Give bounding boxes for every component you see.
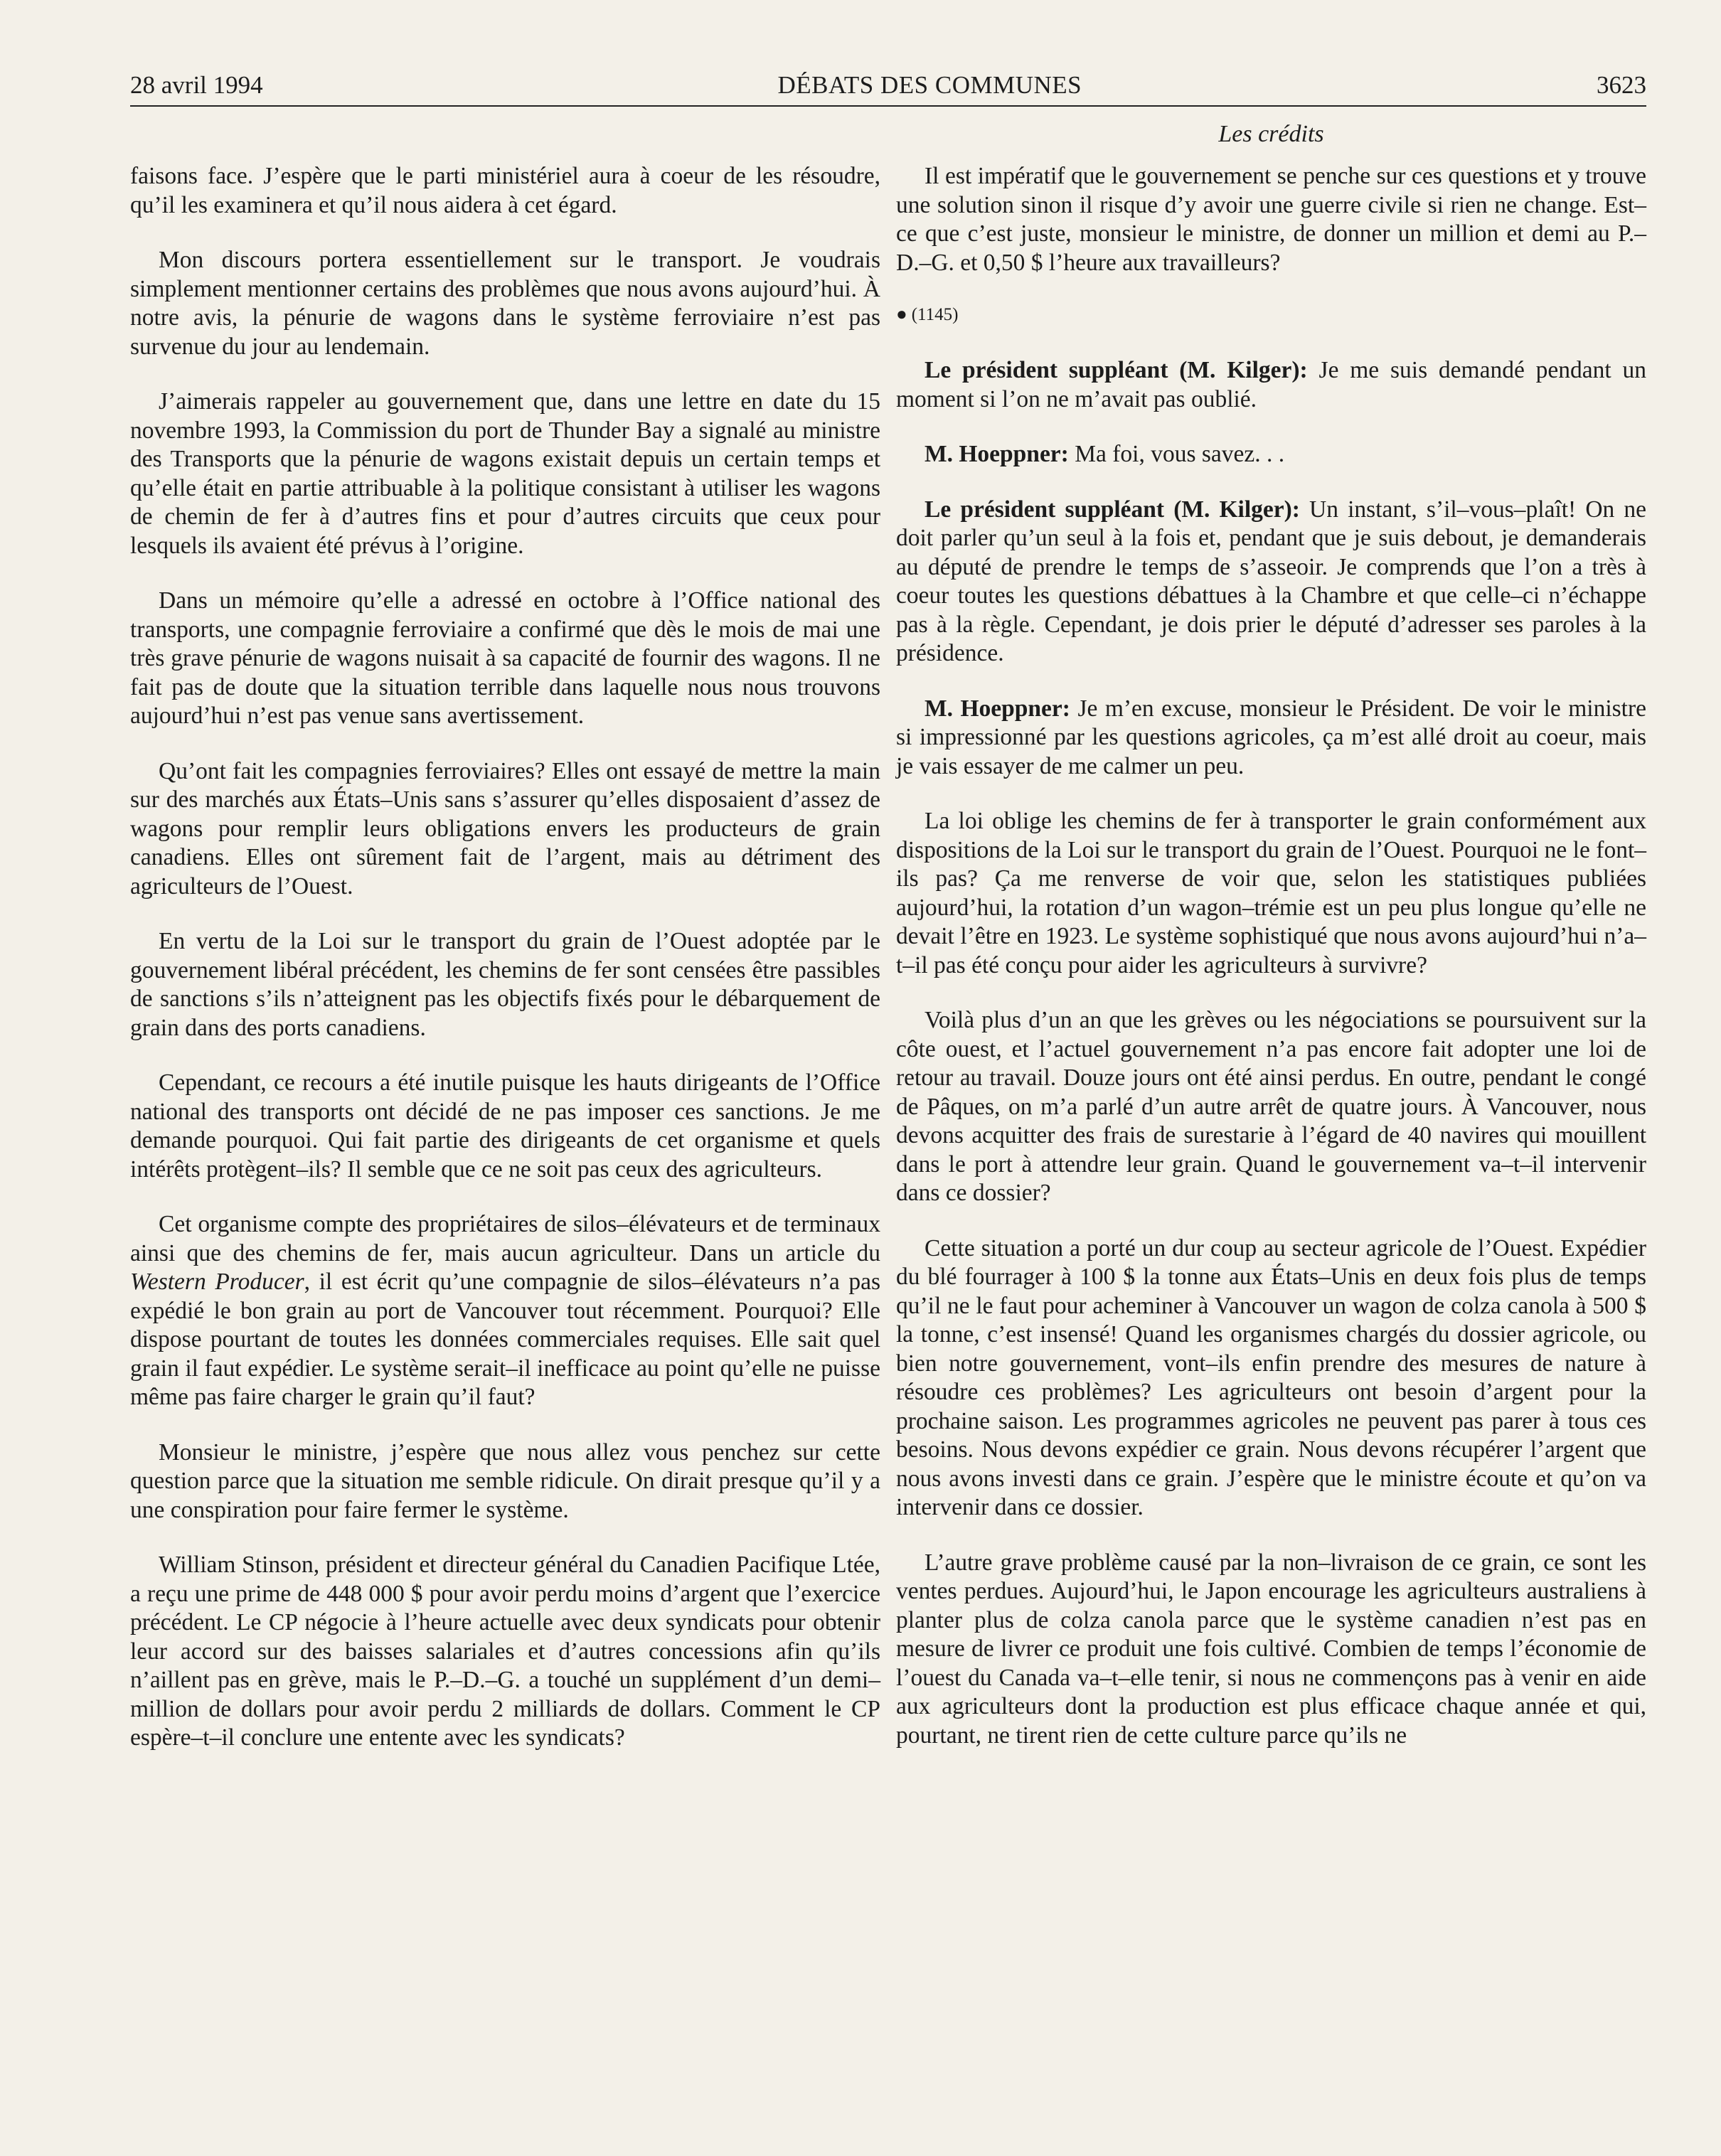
header-publication: DÉBATS DES COMMUNES <box>777 71 1082 99</box>
speech-text: Je me suis demandé pendant un moment si l’on ne m’avait pas oublié. <box>896 357 1646 412</box>
paragraph: Il est impératif que le gouvernement se penche sur ces questions et y trouve une solution sinon il risque d’y avoir une guerre civile si rien ne change. Est–ce que c’est juste, monsieur le ministre, de donner un million et demi au P.–D.–G. et 0,50 $ l’heure aux travailleurs? <box>896 163 1646 276</box>
paragraph: J’aimerais rappeler au gouvernement que, dans une lettre en date du 15 novembre 1993, la Commission du port de Thunder Bay a signalé au ministre des Transports que la pénurie de wagons existait depuis un certain temps et qu’elle était en partie attribuable à la politique consistant à utiliser les wagons de chemin de fer à d’autres fins et pour d’autres circuits que ceux pour lesquels ils avaient été prévus à l’origine. <box>130 388 880 559</box>
paragraph: Cette situation a porté un dur coup au secteur agricole de l’Ouest. Expédier du blé fourrager à 100 $ la tonne aux États–Unis en deux fois plus de temps qu’il ne le faut pour acheminer à Vancouver un wagon de colza canola à 500 $ la tonne, c’est insensé! Quand les organismes chargés du dossier agricole, ou bien notre gouvernement, vont–ils enfin prendre des mesures de nature à résoudre ces problèmes? Les agriculteurs ont besoin d’argent pour la prochaine saison. Les programmes agricoles ne peuvent pas parer à tous ces besoins. Nous devons expédier ce grain. Nous devons récupérer l’argent que nous avons investi dans ce grain. J’espère que le ministre écoute et qu’on va intervenir dans ce dossier. <box>896 1234 1646 1520</box>
paragraph-text: Cet organisme compte des propriétaires de silos–élévateurs et de terminaux ainsi que des chemins de fer, mais aucun agriculteur. Dans un article du <box>130 1211 880 1266</box>
speech <box>896 440 1646 469</box>
time-marker-text: (1145) <box>911 305 959 324</box>
speech <box>896 356 1646 414</box>
paragraph: Monsieur le ministre, j’espère que nous allez vous penchez sur cette question parce que la situation me semble ridicule. On dirait presque qu’il y a une conspiration pour faire fermer le système. <box>130 1439 880 1523</box>
bullet-icon: ● <box>896 304 907 324</box>
section-title: Les crédits <box>1218 121 1324 147</box>
text-columns <box>130 162 1646 1779</box>
paragraph <box>130 1210 880 1412</box>
paragraph: faisons face. J’espère que le parti ministériel aura à coeur de les résoudre, qu’il les examinera et qu’il nous aidera à cet égard. <box>130 163 880 218</box>
left-column <box>130 162 880 1779</box>
publication-title: Western Producer <box>130 1269 304 1295</box>
speech <box>896 695 1646 781</box>
page-header <box>130 71 1646 107</box>
paragraph: Dans un mémoire qu’elle a adressé en octobre à l’Office national des transports, une compagnie ferroviaire a confirmé que dès le mois de mai une très grave pénurie de wagons nuisait à sa capacité de fournir des wagons. Il ne fait pas de doute que la situation terrible dans laquelle nous nous trouvons aujourd’hui n’est pas venue sans avertissement. <box>130 587 880 729</box>
speech-text: Ma foi, vous savez. . . <box>1068 441 1285 467</box>
speaker-name: M. Hoeppner: <box>925 441 1069 467</box>
speaker-name: Le président suppléant (M. Kilger): <box>925 357 1308 383</box>
paragraph: En vertu de la Loi sur le transport du grain de l’Ouest adoptée par le gouvernement libéral précédent, les chemins de fer sont censées être passibles de sanctions s’ils n’atteignent pas les objectifs fixés pour le débarquement de grain dans des ports canadiens. <box>130 928 880 1041</box>
paragraph: Voilà plus d’un an que les grèves ou les négociations se poursuivent sur la côte ouest, et l’actuel gouvernement n’a pas encore fait adopter une loi de retour au travail. Douze jours ont été ainsi perdus. En outre, pendant le congé de Pâques, on m’a parlé d’un autre arrêt de quatre jours. À Vancouver, nous devons acquitter des frais de surestarie à l’égard de 40 navires qui mouillent dans le port à attendre leur grain. Quand le gouvernement va–t–il intervenir dans ce dossier? <box>896 1007 1646 1206</box>
header-page-number: 3623 <box>1596 71 1646 99</box>
speech-text: Un instant, s’il–vous–plaît! On ne doit parler qu’un seul à la fois et, pendant que je suis debout, je demanderais au député de prendre le temps de s’asseoir. Je comprends que l’on a très à coeur toutes les questions débattues à la Chambre et que celle–ci n’échappe pas à la règle. Cependant, je dois prier le député d’adresser ses paroles à la présidence. <box>896 496 1646 666</box>
speaker-name: Le président suppléant (M. Kilger): <box>925 496 1300 523</box>
paragraph: Mon discours portera essentiellement sur le transport. Je voudrais simplement mentionner certains des problèmes que nous avons aujourd’hui. À notre avis, la pénurie de wagons dans le système ferroviaire n’est pas survenue du jour au lendemain. <box>130 247 880 360</box>
paragraph: William Stinson, président et directeur général du Canadien Pacifique Ltée, a reçu une prime de 448 000 $ pour avoir perdu moins d’argent que l’exercice précédent. Le CP négocie à l’heure actuelle avec deux syndicats pour obtenir leur accord sur des baisses salariales et d’autres concessions afin qu’ils n’aillent pas en grève, mais le P.–D.–G. a touché un supplément d’un demi–million de dollars pour avoir perdu 2 milliards de dollars. Comment le CP espère–t–il conclure une entente avec les syndicats? <box>130 1552 880 1751</box>
paragraph: L’autre grave problème causé par la non–livraison de ce grain, ce sont les ventes perdues. Aujourd’hui, le Japon encourage les agriculteurs australiens à planter plus de colza canola parce que le système canadien n’est pas en mesure de livrer ce produit une fois cultivé. Combien de temps l’économie de l’ouest du Canada va–t–elle tenir, si nous ne commençons pas à venir en aide aux agriculteurs dont la production est plus efficace chaque année et qui, pourtant, ne tirent rien de cette culture parce qu’ils ne <box>896 1549 1646 1749</box>
paragraph: Qu’ont fait les compagnies ferroviaires? Elles ont essayé de mettre la main sur des marchés aux États–Unis sans s’assurer qu’elles disposaient d’assez de wagons pour remplir leurs obligations envers les producteurs de grain canadiens. Elles ont sûrement fait de l’argent, mais au détriment des agriculteurs de l’Ouest. <box>130 757 880 900</box>
speech <box>896 496 1646 668</box>
speaker-name: M. Hoeppner: <box>925 695 1070 722</box>
speech-text: Je m’en excuse, monsieur le Président. De voir le ministre si impressionné par les questions agricoles, ça m’est allé droit au coeur, mais je vais essayer de me calmer un peu. <box>896 695 1646 779</box>
time-marker <box>896 304 1646 325</box>
paragraph: Cependant, ce recours a été inutile puisque les hauts dirigeants de l’Office national des transports ont décidé de ne pas imposer ces sanctions. Je me demande pourquoi. Qui fait partie des dirigeants de cet organisme et quels intérêts protègent–ils? Il semble que ce ne soit pas ceux des agriculteurs. <box>130 1069 880 1183</box>
paragraph-text: , il est écrit qu’une compagnie de silos–élévateurs n’a pas expédié le bon grain au port de Vancouver tout récemment. Pourquoi? Elle dispose pourtant de toutes les données commerciales requises. Elle sait quel grain il faut expédier. Le système serait–il inefficace au point qu’elle ne puisse même pas faire charger le grain qu’il faut? <box>130 1269 880 1410</box>
right-column <box>896 162 1646 1779</box>
header-date: 28 avril 1994 <box>130 71 263 99</box>
paragraph: La loi oblige les chemins de fer à transporter le grain conformément aux dispositions de la Loi sur le transport du grain de l’Ouest. Pourquoi ne le font–ils pas? Ça me renverse de voir que, selon les statistiques publiées aujourd’hui, la rotation d’un wagon–trémie est un peu plus longue qu’elle ne devait l’être en 1923. Le système sophistiqué que nous avons aujourd’hui n’a–t–il pas été conçu pour aider les agriculteurs à survivre? <box>896 808 1646 978</box>
